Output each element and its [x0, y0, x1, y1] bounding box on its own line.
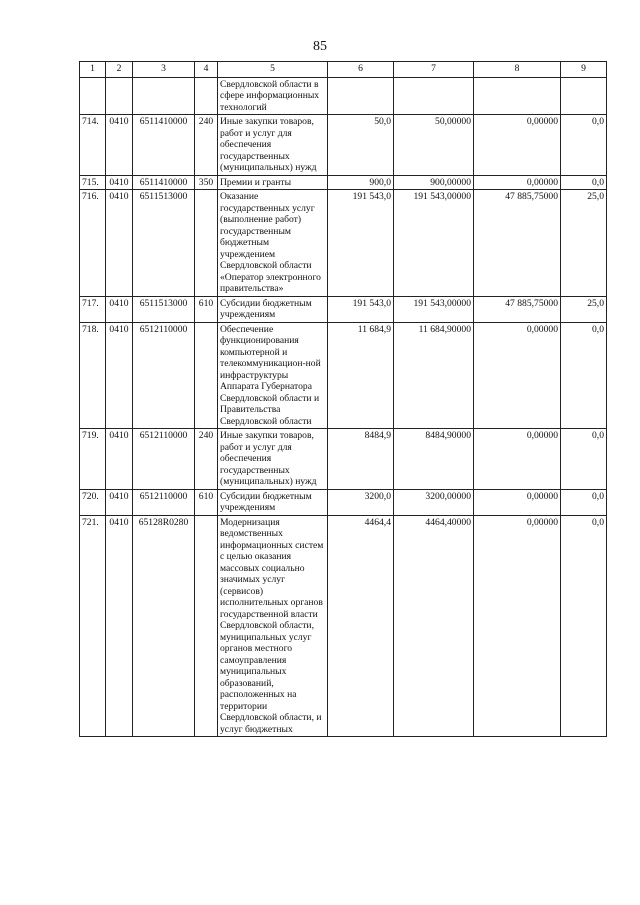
table-row: [80, 296, 607, 322]
table-row: [80, 190, 607, 297]
table-cell-1: 718.: [80, 322, 106, 429]
table-cell-8: 47 885,75000: [474, 190, 561, 297]
table-row: [80, 489, 607, 515]
table-cell-1: 714.: [80, 115, 106, 176]
table-cell-5: Свердловской области в сфере информационных технологий: [218, 77, 328, 115]
table-cell-2: 0410: [106, 322, 133, 429]
table-cell-3: [133, 77, 195, 115]
table-cell-5: Обеспечение функционирования компьютерной и телекоммуникацион-ной инфраструктуры Аппарата Губернатора Свердловской области и Правительства Свердловской области: [218, 322, 328, 429]
table-cell-5: Субсидии бюджетным учреждениям: [218, 489, 328, 515]
table-cell-8: 0,00000: [474, 115, 561, 176]
column-header: 6: [328, 62, 394, 78]
table-cell-5: Субсидии бюджетным учреждениям: [218, 296, 328, 322]
table-cell-6: 900,0: [328, 175, 394, 190]
table-row: [80, 175, 607, 190]
table-cell-5: Оказание государственных услуг (выполнение работ) государственным бюджетным учреждением Свердловской области «Оператор электронного правительства»: [218, 190, 328, 297]
table-cell-6: 4464,4: [328, 515, 394, 737]
table-cell-5: Иные закупки товаров, работ и услуг для обеспечения государственных (муниципальных) нужд: [218, 429, 328, 490]
table-cell-7: 191 543,00000: [394, 190, 474, 297]
table-cell-3: 6512110000: [133, 322, 195, 429]
table-cell-6: 191 543,0: [328, 190, 394, 297]
table-cell-1: 721.: [80, 515, 106, 737]
table-cell-4: [195, 190, 218, 297]
table-cell-2: 0410: [106, 429, 133, 490]
table-cell-8: 0,00000: [474, 429, 561, 490]
table-cell-6: [328, 77, 394, 115]
column-header: 4: [195, 62, 218, 78]
table-cell-4: 610: [195, 489, 218, 515]
table-cell-6: 11 684,9: [328, 322, 394, 429]
column-header: 8: [474, 62, 561, 78]
table-cell-3: 6511410000: [133, 175, 195, 190]
table-cell-1: 720.: [80, 489, 106, 515]
table-cell-3: 6512110000: [133, 489, 195, 515]
page-number: 85: [313, 39, 327, 54]
table-cell-4: 240: [195, 429, 218, 490]
table-row: [80, 77, 607, 115]
table-cell-7: 8484,90000: [394, 429, 474, 490]
table-cell-2: 0410: [106, 489, 133, 515]
table-cell-2: 0410: [106, 115, 133, 176]
table-cell-7: 191 543,00000: [394, 296, 474, 322]
table-cell-6: 8484,9: [328, 429, 394, 490]
table-cell-3: 6511410000: [133, 115, 195, 176]
table-cell-4: [195, 515, 218, 737]
table-cell-7: 11 684,90000: [394, 322, 474, 429]
column-header: 3: [133, 62, 195, 78]
budget-table: [79, 61, 607, 737]
table-cell-9: 25,0: [561, 190, 607, 297]
table-cell-1: 719.: [80, 429, 106, 490]
table-cell-4: 240: [195, 115, 218, 176]
table-cell-2: [106, 77, 133, 115]
table-cell-3: 6511513000: [133, 190, 195, 297]
table-cell-2: 0410: [106, 296, 133, 322]
table-row: [80, 515, 607, 737]
table-cell-7: 900,00000: [394, 175, 474, 190]
table-cell-1: 715.: [80, 175, 106, 190]
table-cell-6: 3200,0: [328, 489, 394, 515]
table-cell-8: 47 885,75000: [474, 296, 561, 322]
table-cell-8: 0,00000: [474, 322, 561, 429]
column-header: 5: [218, 62, 328, 78]
table-cell-1: [80, 77, 106, 115]
table-cell-2: 0410: [106, 190, 133, 297]
column-header: 7: [394, 62, 474, 78]
table-row: [80, 115, 607, 176]
table-cell-8: [474, 77, 561, 115]
table-row: [80, 429, 607, 490]
table-cell-8: 0,00000: [474, 489, 561, 515]
column-header: 9: [561, 62, 607, 78]
table-cell-5: Модернизация ведомственных информационных систем с целью оказания массовых социально значимых услуг (сервисов) исполнительных органов государственной власти Свердловской области, муниципальных услуг органов местного самоуправления муниципальных образований, расположенных на территории Свердловской области, и услуг бюджетных: [218, 515, 328, 737]
table-cell-9: 0,0: [561, 489, 607, 515]
table-cell-5: Иные закупки товаров, работ и услуг для обеспечения государственных (муниципальных) нужд: [218, 115, 328, 176]
table-cell-3: 6512110000: [133, 429, 195, 490]
table-cell-7: 4464,40000: [394, 515, 474, 737]
table-cell-8: 0,00000: [474, 175, 561, 190]
table-cell-4: 610: [195, 296, 218, 322]
table-cell-9: [561, 77, 607, 115]
table-cell-9: 0,0: [561, 115, 607, 176]
table-cell-1: 716.: [80, 190, 106, 297]
table-cell-8: 0,00000: [474, 515, 561, 737]
table-cell-5: Премии и гранты: [218, 175, 328, 190]
table-cell-4: [195, 77, 218, 115]
table-cell-9: 0,0: [561, 429, 607, 490]
table-cell-9: 25,0: [561, 296, 607, 322]
table-cell-6: 191 543,0: [328, 296, 394, 322]
column-header: 2: [106, 62, 133, 78]
table-cell-4: [195, 322, 218, 429]
table-cell-2: 0410: [106, 515, 133, 737]
table-row: [80, 322, 607, 429]
table-cell-6: 50,0: [328, 115, 394, 176]
table-cell-7: 50,00000: [394, 115, 474, 176]
table-cell-7: [394, 77, 474, 115]
table-cell-2: 0410: [106, 175, 133, 190]
table-cell-9: 0,0: [561, 322, 607, 429]
table-cell-9: 0,0: [561, 515, 607, 737]
table-cell-4: 350: [195, 175, 218, 190]
table-cell-9: 0,0: [561, 175, 607, 190]
column-header: 1: [80, 62, 106, 78]
header-row: [80, 62, 607, 78]
table-cell-3: 6511513000: [133, 296, 195, 322]
table-body: [80, 77, 607, 737]
table-cell-3: 65128R0280: [133, 515, 195, 737]
table-cell-7: 3200,00000: [394, 489, 474, 515]
table-cell-1: 717.: [80, 296, 106, 322]
